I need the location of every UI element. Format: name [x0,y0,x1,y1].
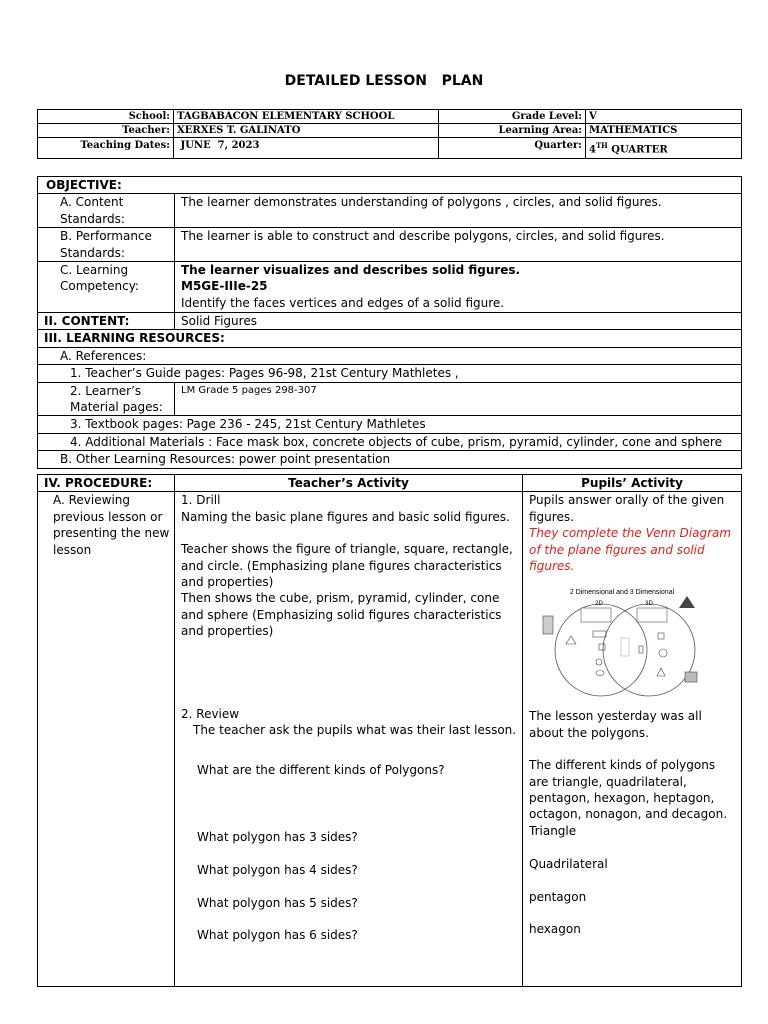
teacher-value: XERXES T. GALINATO [174,124,439,138]
venn-note-left [581,608,611,622]
teachers-guide-line: 1. Teacher’s Guide pages: Pages 96-98, 21st Century Mathletes , [38,365,742,382]
procedure-step-label: A. Reviewing previous lesson or presenting the new lesson [53,493,170,557]
oval-shape [596,671,604,676]
answer-3-sides: Triangle [529,823,577,838]
procedure-heading: IV. PROCEDURE: [38,475,175,492]
venn-3d-label: 3D [645,601,653,608]
pupil-activity-heading: Pupils’ Activity [523,475,742,492]
procedure-step-cell [38,492,175,987]
document-title: DETAILED LESSON PLAN [284,73,484,89]
venn-diagram-image [537,586,707,698]
references-label: A. References: [38,347,742,364]
triangle-shape [566,636,576,644]
sphere-shape [659,649,667,657]
competency-label: C. Learning Competency: [38,262,175,313]
competency-code: M5GE-IIIe-25 [181,279,268,294]
teacher-activity-cell [175,492,523,987]
review-text: The teacher ask the pupils what was their last lesson. [193,723,517,738]
additional-materials-line: 4. Additional Materials : Face mask box, concrete objects of cube, prism, pyramid, cylinder, cone and sphere [38,433,742,450]
performance-standards-label: B. Performance Standards: [38,228,175,262]
quarter-word: QUARTER [607,144,668,156]
answer-polygons: The different kinds of polygons are triangle, quadrilateral, pentagon, hexagon, heptagon, octagon, nonagon, and decagon. [529,758,728,822]
answer-5-sides: pentagon [529,889,587,904]
quarter-superscript: TH [595,141,608,150]
cube-shape [658,633,664,639]
grade-value: V [586,110,742,124]
question-5-sides: What polygon has 5 sides? [197,895,358,910]
teacher-label: Teacher: [38,124,174,138]
question-4-sides: What polygon has 4 sides? [197,863,358,878]
review-title: 2. Review [181,706,240,721]
school-value: TAGBABACON ELEMENTARY SCHOOL [174,110,439,124]
drill-title: 1. Drill [181,493,221,508]
venn-note-right [637,608,667,622]
performance-standards-text: The learner is able to construct and describe polygons, circles, and solid figures. [175,228,742,262]
question-3-sides: What polygon has 3 sides? [197,829,358,844]
objectives-table [37,176,742,469]
content-standards-text: The learner demonstrates understanding of polygons , circles, and solid figures. [175,194,742,228]
resources-heading: III. LEARNING RESOURCES: [38,330,742,347]
venn-overlap-note [621,638,629,656]
teacher-plane-figures: Teacher shows the figure of triangle, square, rectangle, and circle. (Emphasizing plane figures characteristics and properties) [181,542,513,590]
content-standards-label: A. Content Standards: [38,194,175,228]
question-polygons: What are the different kinds of Polygons? [197,763,445,778]
pupils-venn-instruction: They complete the Venn Diagram of the plane figures and solid figures. [529,526,732,574]
circle-shape [596,659,602,665]
other-resources-line: B. Other Learning Resources: power point presentation [38,451,742,468]
cartoon-figure-bottom [685,672,697,682]
square-shape [599,644,605,650]
content-value: Solid Figures [175,313,742,330]
cartoon-figure-left [543,616,553,634]
school-label: School: [38,110,174,124]
dates-value: JUNE 7, 2023 [174,138,439,159]
cartoon-figure-right [679,596,695,608]
dates-label: Teaching Dates: [38,138,174,159]
teacher-activity-heading: Teacher’s Activity [175,475,523,492]
competency-cell [175,262,742,313]
content-label: II. CONTENT: [38,313,175,330]
rectangle-shape [593,631,606,637]
textbook-line: 3. Textbook pages: Page 236 - 245, 21st Century Mathletes [38,416,742,433]
quarter-number: 4 [589,144,596,156]
area-value: MATHEMATICS [586,124,742,138]
drill-text: Naming the basic plane figures and basic solid figures. [181,509,510,524]
answer-4-sides: Quadrilateral [529,857,608,872]
pupils-answer-orally: Pupils answer orally of the given figures. [529,493,725,524]
grade-label: Grade Level: [439,110,586,124]
objective-heading: OBJECTIVE: [38,177,742,194]
teacher-solid-figures: Then shows the cube, prism, pyramid, cylinder, cone and sphere (Emphasizing solid figures characteristics and properties) [181,591,502,639]
pupil-activity-cell [523,492,742,987]
area-label: Learning Area: [439,124,586,138]
question-6-sides: What polygon has 6 sides? [197,928,358,943]
learners-material-label: 2. Learner’s Material pages: [38,382,175,416]
learners-material-value: LM Grade 5 pages 298-307 [175,382,742,416]
answer-6-sides: hexagon [529,922,581,937]
competency-statement: The learner visualizes and describes solid figures. [181,263,521,278]
competency-text: Identify the faces vertices and edges of a solid figure. [181,295,505,310]
review-answer: The lesson yesterday was all about the polygons. [529,709,702,740]
venn-title: 2 Dimensional and 3 Dimensional [569,589,675,597]
quarter-value [586,138,742,159]
venn-2d-label: 2D [595,601,603,608]
header-info-table [37,109,742,159]
procedure-table [37,474,742,987]
quarter-label: Quarter: [439,138,586,159]
cylinder-shape [639,646,643,653]
pyramid-shape [657,668,665,676]
